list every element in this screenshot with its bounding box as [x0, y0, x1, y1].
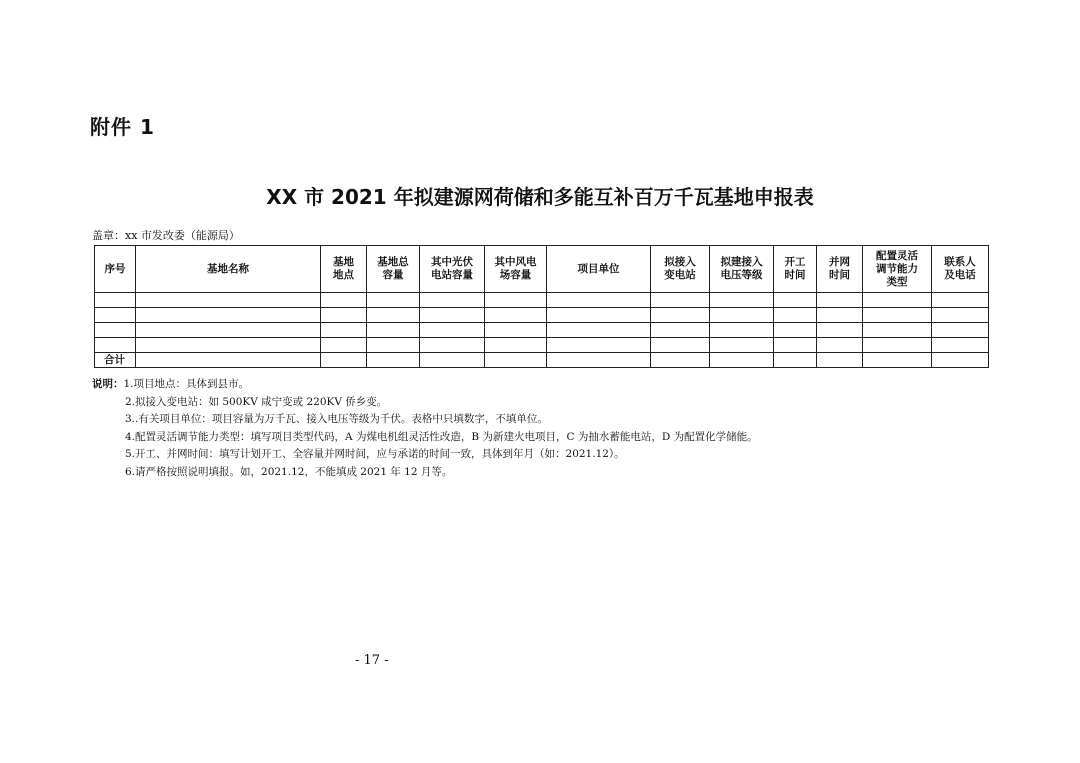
application-table [94, 245, 989, 368]
note-item: 5.开工、并网时间：填写计划开工、全容量并网时间，应与承诺的时间一致，具体到年月（如：2021.12）。 [125, 448, 625, 461]
table-cell [651, 338, 710, 353]
table-cell [321, 308, 367, 323]
notes [92, 376, 758, 482]
table-row [95, 338, 989, 353]
col-header: 其中光伏 电站容量 [420, 246, 485, 293]
table-cell [863, 293, 932, 308]
table-cell [774, 338, 817, 353]
table-cell [710, 308, 774, 323]
total-label: 合计 [95, 353, 136, 368]
attachment-label: 附件 1 [90, 115, 155, 139]
table-cell [817, 338, 863, 353]
note-item: 3..有关项目单位：项目容量为万千瓦、接入电压等级为千伏。表格中只填数字，不填单位。 [125, 413, 548, 426]
table-row [95, 293, 989, 308]
seal-line: 盖章：xx 市发改委（能源局） [92, 229, 240, 242]
col-header: 基地 地点 [321, 246, 367, 293]
table-cell [710, 338, 774, 353]
note-item: 4.配置灵活调节能力类型：填写项目类型代码，A 为煤电机组灵活性改造，B 为新建火电项目，C 为抽水蓄能电站，D 为配置化学储能。 [125, 430, 758, 443]
table-cell [136, 293, 321, 308]
table-cell [651, 323, 710, 338]
table-cell [932, 293, 989, 308]
table-cell [651, 353, 710, 368]
col-header: 拟建接入 电压等级 [710, 246, 774, 293]
col-header: 联系人 及电话 [932, 246, 989, 293]
table-cell [420, 338, 485, 353]
table-cell [485, 308, 547, 323]
table-cell [710, 293, 774, 308]
table-cell [367, 293, 420, 308]
table-cell [95, 338, 136, 353]
table-cell [547, 353, 651, 368]
table-cell [547, 293, 651, 308]
table-cell [420, 308, 485, 323]
table-cell [420, 293, 485, 308]
table-cell [863, 338, 932, 353]
table-cell [863, 308, 932, 323]
table-cell [817, 293, 863, 308]
table-cell [485, 353, 547, 368]
table-cell [136, 323, 321, 338]
col-header: 基地名称 [136, 246, 321, 293]
total-row [95, 353, 989, 368]
table-cell [863, 353, 932, 368]
table-cell [547, 323, 651, 338]
table-cell [321, 293, 367, 308]
col-header: 拟接入 变电站 [651, 246, 710, 293]
form-title: XX 市 2021 年拟建源网荷储和多能互补百万千瓦基地申报表 [266, 185, 814, 209]
table-cell [932, 308, 989, 323]
table-row [95, 308, 989, 323]
notes-lead: 说明： [92, 378, 124, 390]
table-cell [485, 338, 547, 353]
table-cell [774, 323, 817, 338]
note-item: 2.拟接入变电站：如 500KV 咸宁变或 220KV 侨乡变。 [125, 395, 388, 408]
table-cell [95, 323, 136, 338]
table-cell [367, 338, 420, 353]
table-row [95, 323, 989, 338]
table-cell [136, 338, 321, 353]
table-cell [485, 293, 547, 308]
table-cell [367, 353, 420, 368]
table-cell [932, 353, 989, 368]
table-cell [547, 338, 651, 353]
table-cell [321, 353, 367, 368]
table-cell [774, 353, 817, 368]
table-cell [136, 353, 321, 368]
table-cell [367, 308, 420, 323]
table-cell [321, 338, 367, 353]
col-header: 项目单位 [547, 246, 651, 293]
table-cell [774, 293, 817, 308]
table-cell [321, 323, 367, 338]
col-header: 配置灵活 调节能力 类型 [863, 246, 932, 293]
table-cell [136, 308, 321, 323]
table-cell [485, 323, 547, 338]
table-cell [420, 323, 485, 338]
table-cell [863, 323, 932, 338]
table-cell [932, 338, 989, 353]
table-cell [547, 308, 651, 323]
table-cell [420, 353, 485, 368]
col-header: 开工 时间 [774, 246, 817, 293]
table-cell [774, 308, 817, 323]
table-cell [651, 308, 710, 323]
note-item: 1.项目地点：具体到县市。 [123, 378, 250, 390]
col-header: 并网 时间 [817, 246, 863, 293]
col-header: 其中风电 场容量 [485, 246, 547, 293]
page-number: - 17 - [355, 653, 389, 668]
table-cell [932, 323, 989, 338]
table-cell [95, 293, 136, 308]
col-header: 序号 [95, 246, 136, 293]
col-header: 基地总 容量 [367, 246, 420, 293]
table-cell [710, 323, 774, 338]
table-cell [817, 353, 863, 368]
table-cell [817, 308, 863, 323]
table-cell [651, 293, 710, 308]
header-row [95, 246, 989, 293]
table-cell [710, 353, 774, 368]
table-cell [95, 308, 136, 323]
note-item: 6.请严格按照说明填报。如，2021.12，不能填成 2021 年 12 月等。 [125, 465, 453, 478]
table-cell [817, 323, 863, 338]
table-cell [367, 323, 420, 338]
